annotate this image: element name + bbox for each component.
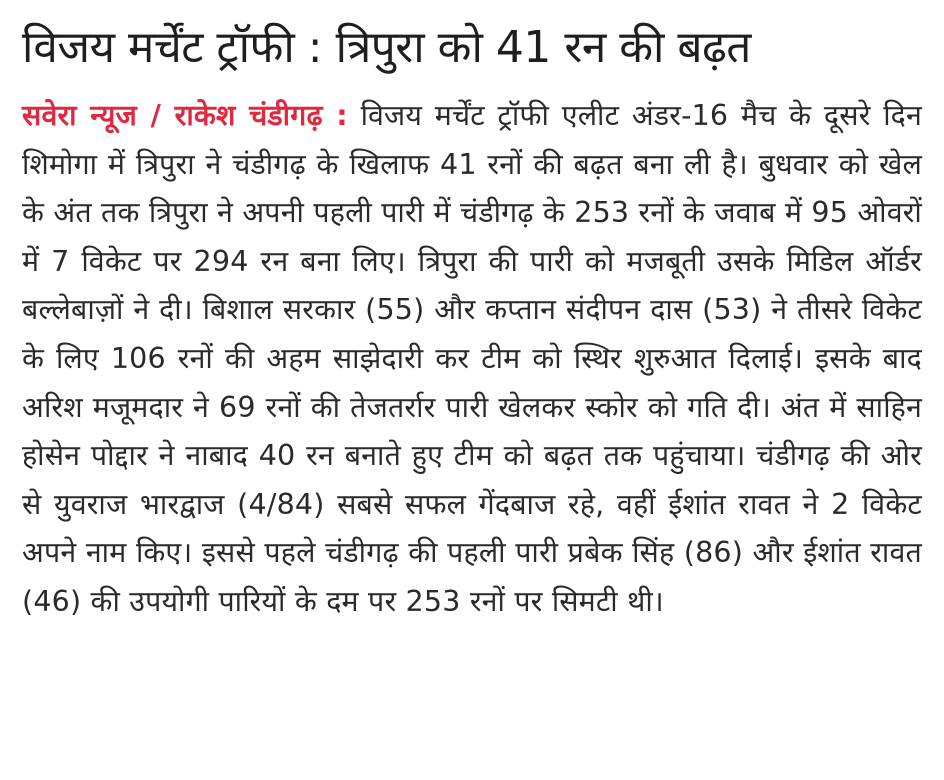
- article-headline: विजय मर्चेंट ट्रॉफी : त्रिपुरा को 41 रन की बढ़त: [22, 22, 751, 73]
- article-body: [22, 92, 922, 627]
- article-body-text: विजय मर्चेंट ट्रॉफी एलीट अंडर-16 मैच के दूसरे दिन शिमोगा में त्रिपुरा ने चंडीगढ़ के खिलाफ 41 रनों की बढ़त बना ली है। बुधवार को खेल के अंत तक त्रिपुरा ने अपनी पहली पारी में चंडीगढ़ के 253 रनों के जवाब में 95 ओवरों में 7 विकेट पर 294 रन बना लिए। त्रिपुरा की पारी को मजबूती उसके मिडिल ऑर्डर बल्लेबाज़ों ने दी। बिशाल सरकार (55) और कप्तान संदीपन दास (53) ने तीसरे विकेट के लिए 106 रनों की अहम साझेदारी कर टीम को स्थिर शुरुआत दिलाई। इसके बाद अरिश मजूमदार ने 69 रनों की तेजतर्रार पारी खेलकर स्कोर को गति दी। अंत में साहिन होसेन पोद्दार ने नाबाद 40 रन बनाते हुए टीम को बढ़त तक पहुंचाया। चंडीगढ़ की ओर से युवराज भारद्वाज (4/84) सबसे सफल गेंदबाज रहे, वहीं ईशांत रावत ने 2 विकेट अपने नाम किए। इससे पहले चंडीगढ़ की पहली पारी प्रबेक सिंह (86) और ईशांत रावत (46) की उपयोगी पारियों के दम पर 253 रनों पर सिमटी थी।: [22, 99, 923, 618]
- article-byline: सवेरा न्यूज / राकेश चंडीगढ़ :: [22, 99, 348, 132]
